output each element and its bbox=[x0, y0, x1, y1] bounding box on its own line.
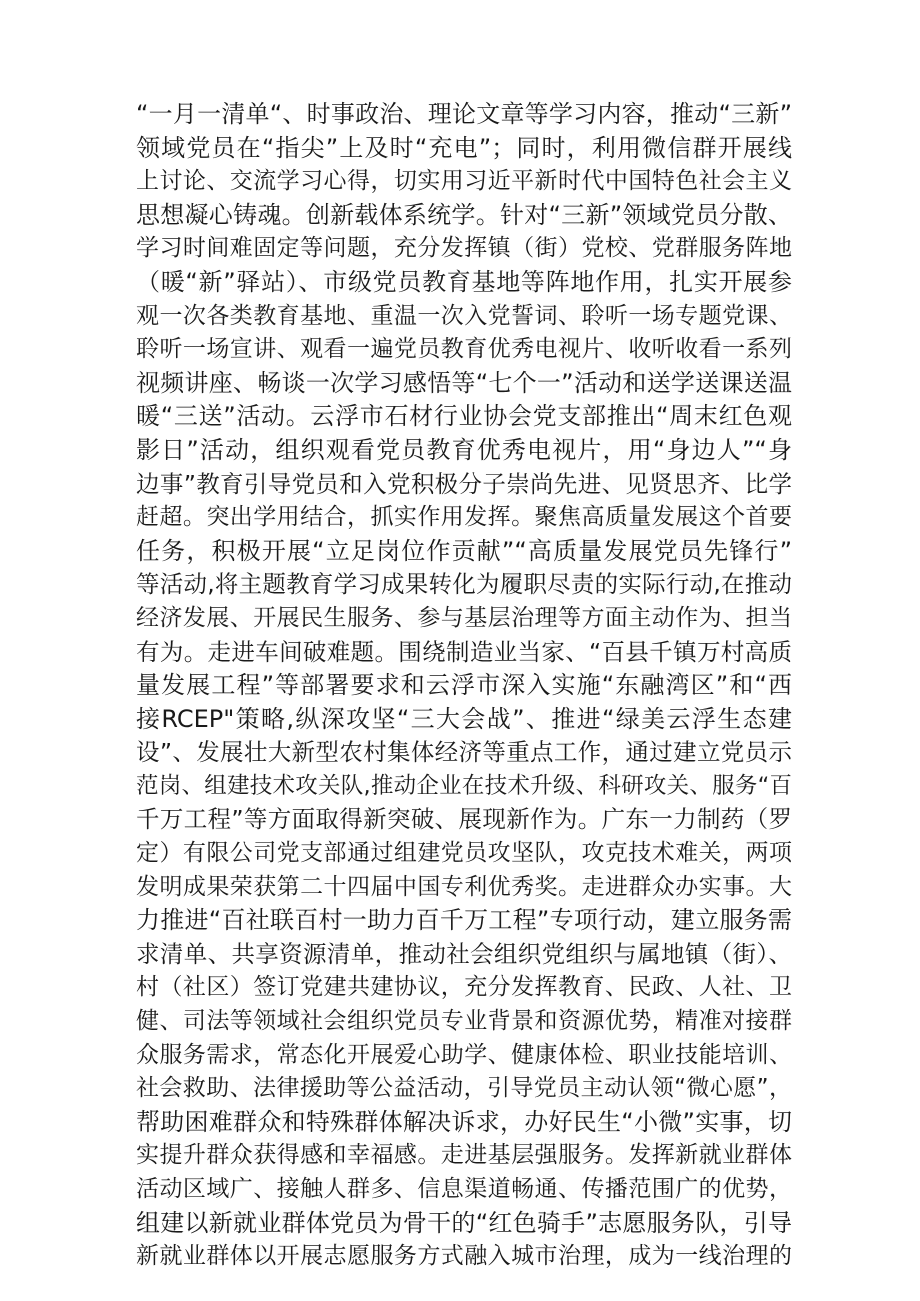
text-line: 等活动,将主题教育学习成果转化为履职尽责的实际行动,在推动 bbox=[136, 570, 792, 599]
text-line: 上讨论、交流学习心得，切实用习近平新时代中国特色社会主义 bbox=[136, 168, 792, 195]
text-line: “一月一清单“、时事政治、理论文章等学习内容，推动“三新” bbox=[136, 100, 792, 128]
text-line: 活动区域广、接触人群多、信息渠道畅通、传播范围广的优势， bbox=[136, 1176, 792, 1202]
text-line: 暖“三送”活动。云浮市石材行业协会党支部推出“周末红色观 bbox=[136, 402, 792, 431]
text-line: 聆听一场宣讲、观看一遍党员教育优秀电视片、收听收看一系列 bbox=[136, 336, 792, 363]
text-line: 量发展工程”等部署要求和云浮市深入实施“东融湾区”和“西 bbox=[136, 671, 792, 700]
text-line: 有为。走进车间破难题。围绕制造业当家、“百县千镇万村高质 bbox=[136, 637, 792, 666]
text-line: 社会救助、法律援助等公益活动，引导党员主动认领“微心愿”， bbox=[136, 1075, 792, 1102]
text-line: 组建以新就业群体党员为骨干的“红色骑手”志愿服务队，引导 bbox=[136, 1208, 792, 1237]
text-line: 任务，积极开展“立足岗位作贡献”“高质量发展党员先锋行” bbox=[136, 536, 792, 565]
text-line: 视频讲座、畅谈一次学习感悟等“七个一”活动和送学送课送温 bbox=[136, 368, 792, 397]
text-line: 经济发展、开展民生服务、参与基层治理等方面主动作为、担当 bbox=[136, 604, 792, 631]
text-line: 求清单、共享资源清单，推动社会组织党组织与属地镇（街）、 bbox=[136, 939, 792, 968]
text-line: 村（社区）签订党建共建协议，充分发挥教育、民政、人社、卫 bbox=[136, 974, 792, 1001]
text-line: 思想凝心铸魂。创新载体系统学。针对“三新”领域党员分散、 bbox=[136, 200, 792, 229]
text-line: 影日”活动，组织观看党员教育优秀电视片，用“身边人”“身 bbox=[136, 435, 792, 464]
text-line: 健、司法等领域社会组织党员专业背景和资源优势，精准对接群 bbox=[136, 1008, 792, 1035]
body-paragraph bbox=[136, 98, 792, 1274]
text-line: （暖“新”驿站）、市级党员教育基地等阵地作用，扎实开展参 bbox=[136, 267, 792, 296]
text-line: 帮助困难群众和特殊群体解决诉求，办好民生“小微”实事，切 bbox=[136, 1107, 792, 1136]
text-line: 众服务需求，常态化开展爱心助学、健康体检、职业技能培训、 bbox=[136, 1041, 792, 1068]
text-line: 千万工程”等方面取得新突破、展现新作为。广东一力制药（罗 bbox=[136, 805, 792, 834]
text-line: 接RCEP"策略,纵深攻坚“三大会战”、推进“绿美云浮生态建 bbox=[136, 704, 792, 733]
text-line: 力推进“百社联百村一助力百千万工程”专项行动，建立服务需 bbox=[136, 906, 792, 935]
text-line: 赶超。突出学用结合，抓实作用发挥。聚焦高质量发展这个首要 bbox=[136, 504, 792, 531]
text-line: 观一次各类教育基地、重温一次入党誓词、聆听一场专题党课、 bbox=[136, 302, 792, 329]
text-line: 设”、发展壮大新型农村集体经济等重点工作，通过建立党员示 bbox=[136, 738, 792, 767]
text-line: 学习时间难固定等问题，充分发挥镇（街）党校、党群服务阵地 bbox=[136, 235, 792, 262]
text-line: 范岗、组建技术攻关队,推动企业在技术升级、科研攻关、服务“百 bbox=[136, 772, 792, 799]
text-line: 领域党员在“指尖”上及时“充电”；同时，利用微信群开展线 bbox=[136, 133, 792, 162]
text-line: 新就业群体以开展志愿服务方式融入城市治理，成为一线治理的 bbox=[136, 1243, 792, 1270]
text-line: 定）有限公司党支部通过组建党员攻坚队，攻克技术难关，两项 bbox=[136, 840, 792, 867]
text-line: 发明成果荣获第二十四届中国专利优秀奖。走进群众办实事。大 bbox=[136, 873, 792, 900]
text-line: 边事”教育引导党员和入党积极分子崇尚先进、见贤思齐、比学 bbox=[136, 469, 792, 498]
text-line: 实提升群众获得感和幸福感。走进基层强服务。发挥新就业群体 bbox=[136, 1142, 792, 1169]
